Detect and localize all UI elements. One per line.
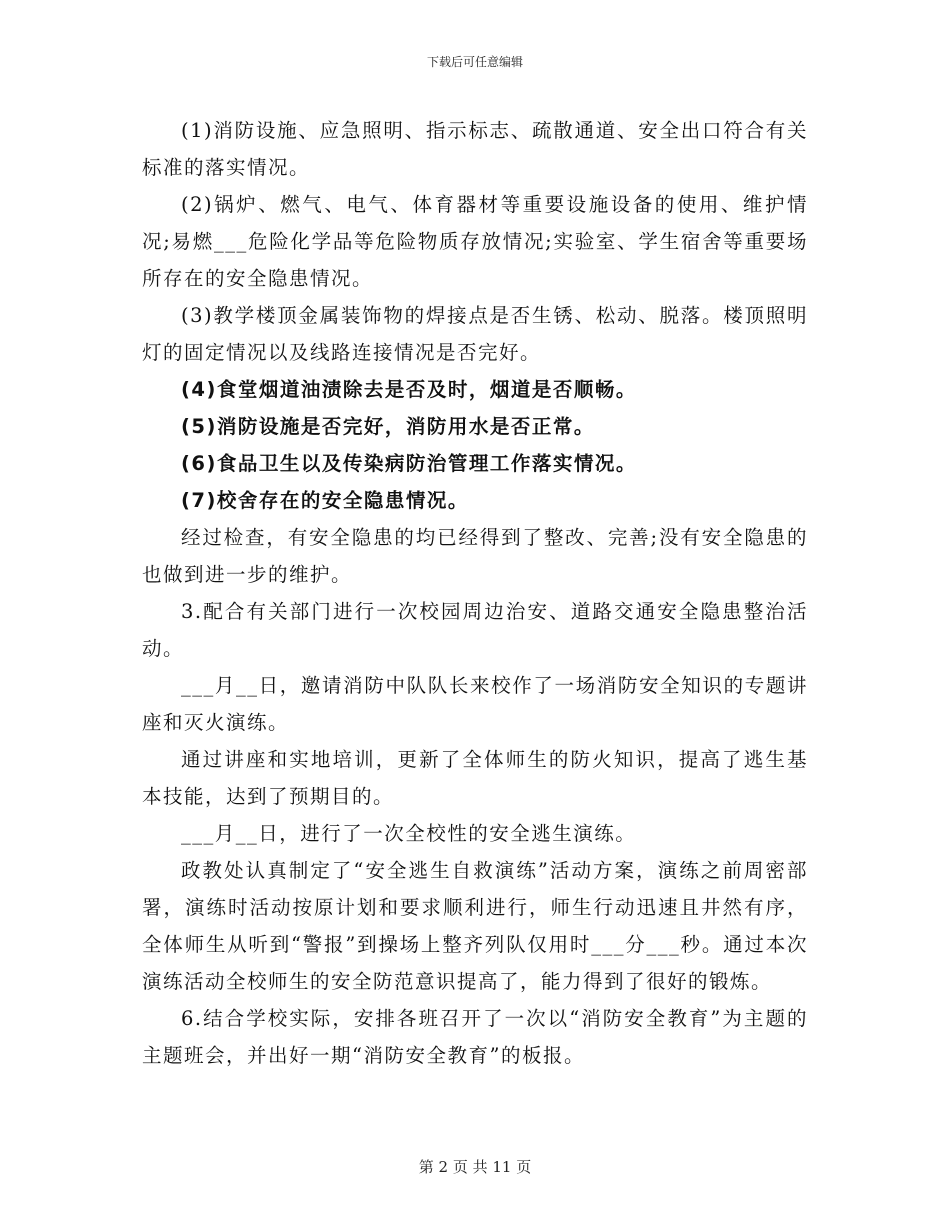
paragraph-9: 3.配合有关部门进行一次校园周边治安、道路交通安全隐患整治活动。 xyxy=(142,600,808,660)
paragraph-8: 经过检查，有安全隐患的均已经得到了整改、完善;没有安全隐患的也做到进一步的维护。 xyxy=(142,526,808,586)
paragraph-1: (1)消防设施、应急照明、指示标志、疏散通道、安全出口符合有关标准的落实情况。 xyxy=(142,119,808,179)
page-footer: 第 2 页 共 11 页 xyxy=(418,1158,532,1176)
page-header: 下载后可任意编辑 xyxy=(426,55,523,69)
paragraph-11: 通过讲座和实地培训，更新了全体师生的防火知识，提高了逃生基本技能，达到了预期目的。 xyxy=(142,748,808,808)
paragraph-6: (6)食品卫生以及传染病防治管理工作落实情况。 xyxy=(181,452,637,475)
paragraph-5: (5)消防设施是否完好，消防用水是否正常。 xyxy=(181,415,595,438)
paragraph-14: 6.结合学校实际，安排各班召开了一次以“消防安全教育”为主题的主题班会，并出好一期“消防安全教育”的板报。 xyxy=(142,1007,808,1067)
paragraph-2: (2)锅炉、燃气、电气、体育器材等重要设施设备的使用、维护情况;易燃___危险化学品等危险物质存放情况;实验室、学生宿舍等重要场所存在的安全隐患情况。 xyxy=(142,193,808,290)
paragraph-4: (4)食堂烟道油渍除去是否及时，烟道是否顺畅。 xyxy=(181,378,637,401)
paragraph-10: ___月__日，邀请消防中队队长来校作了一场消防安全知识的专题讲座和灭火演练。 xyxy=(142,674,808,734)
paragraph-3: (3)教学楼顶金属装饰物的焊接点是否生锈、松动、脱落。楼顶照明灯的固定情况以及线路连接情况是否完好。 xyxy=(142,304,808,364)
paragraph-13: 政教处认真制定了“安全逃生自救演练”活动方案，演练之前周密部署，演练时活动按原计划和要求顺利进行，师生行动迅速且井然有序，全体师生从听到“警报”到操场上整齐列队仅用时___分___秒。通过本次演练活动全校师生的安全防范意识提高了，能力得到了很好的锻炼。 xyxy=(142,859,808,993)
document-body xyxy=(142,112,808,1074)
paragraph-12: ___月__日，进行了一次全校性的安全逃生演练。 xyxy=(181,822,637,845)
paragraph-7: (7)校舍存在的安全隐患情况。 xyxy=(181,489,469,512)
